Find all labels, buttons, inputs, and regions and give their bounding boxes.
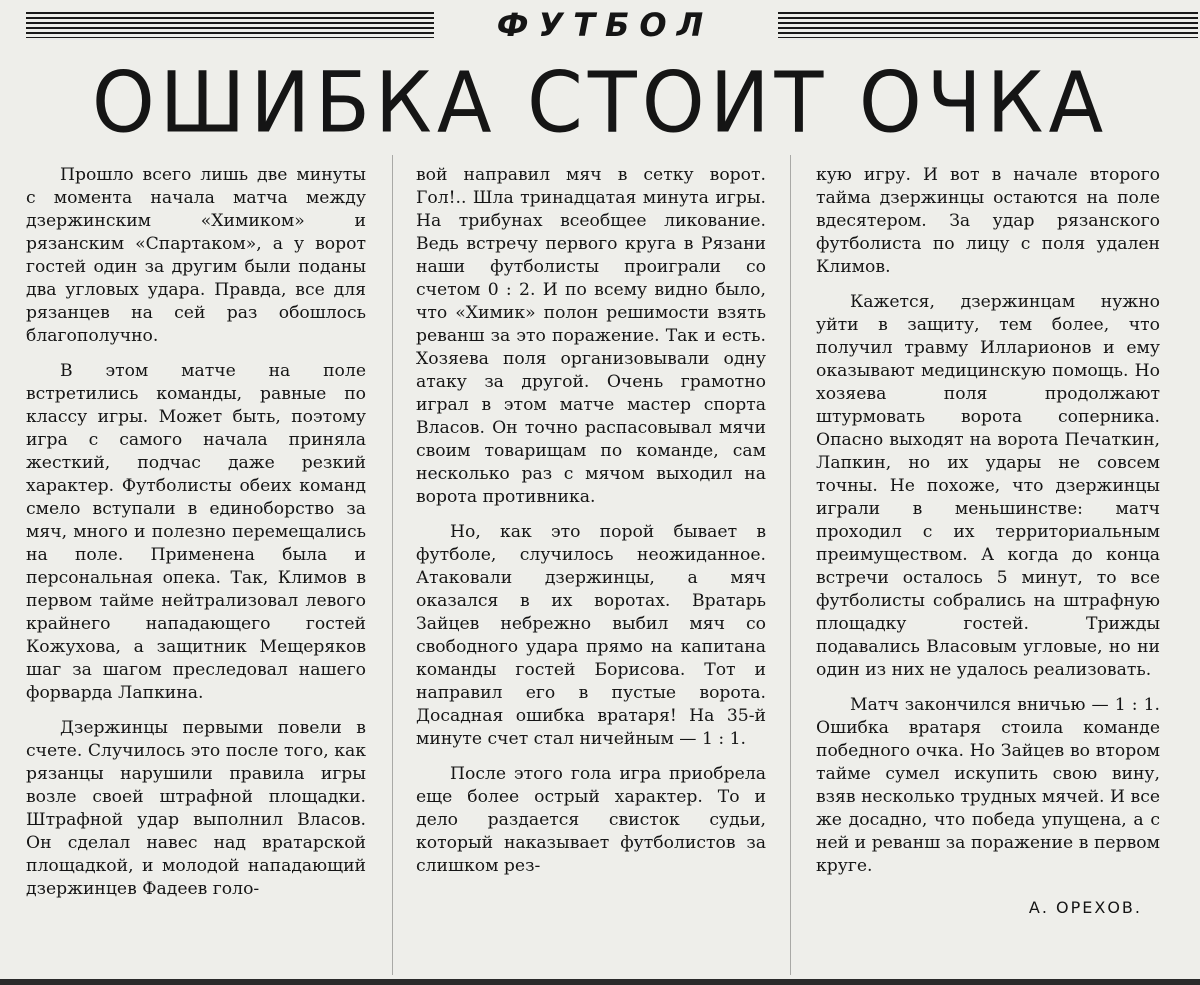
paragraph: кую игру. И вот в начале второго тайма дзержинцы остаются на поле вдесятером. За удар рязанского футболиста по лицу с поля удален Климов. [816, 165, 1160, 277]
paragraph: Но, как это порой бывает в футболе, случилось неожиданное. Атаковали дзержинцы, а мяч оказался в их воротах. Вратарь Зайцев небрежно выбил мяч со свободного удара прямо на капитана команды гостей Борисова. Тот и направил его в пустые ворота. Досадная ошибка вратаря! На 35-й минуте счет стал ничейным — 1 : 1. [416, 522, 766, 749]
paragraph: В этом матче на поле встретились команды, равные по классу игры. Может быть, поэтому игра с самого начала приняла жесткий, подчас даже резкий характер. Футболисты обеих команд смело вступали в единоборство за мяч, много и полезно перемещались на поле. Применена была и персональная опека. Так, Климов в первом тайме нейтрализовал левого крайнего нападающего гостей Кожухова, а защитник Мещеряков шаг за шагом преследовал нашего форварда Лапкина. [26, 361, 366, 703]
rubric-rule-right [778, 12, 1198, 38]
article-column-1 [26, 164, 366, 913]
paragraph: Матч закончился вничью — 1 : 1. Ошибка вратаря стоила команде победного очка. Но Зайцев во втором тайме сумел искупить свою вину, взяв несколько трудных мячей. И все же досадно, что победа упущена, а с ней и реванш за поражение в первом круге. [816, 695, 1160, 876]
column-divider [790, 155, 791, 975]
rubric-rule-left [26, 12, 434, 38]
article-column-2 [416, 164, 766, 890]
author-signature: А. ОРЕХОВ. [1028, 898, 1142, 917]
article-headline: ОШИБКА СТОИТ ОЧКА [91, 53, 1109, 152]
paragraph: После этого гола игра приобрела еще более острый характер. То и дело раздается свисток судьи, который наказывает футболистов за слишком рез- [416, 764, 766, 876]
rubric-header [0, 6, 1200, 44]
article-column-3 [816, 164, 1160, 919]
rubric-title: ФУТБОЛ [496, 6, 714, 44]
paragraph: Дзержинцы первыми повели в счете. Случилось это после того, как рязанцы нарушили правила игры возле своей штрафной площадки. Штрафной удар выполнил Власов. Он сделал навес над вратарской площадкой, и молодой нападающий дзержинцев Фадеев голо- [26, 718, 366, 899]
page-bottom-border [0, 979, 1200, 985]
column-divider [392, 155, 393, 975]
paragraph: вой направил мяч в сетку ворот. Гол!.. Шла тринадцатая минута игры. На трибунах всеобщее ликование. Ведь встречу первого круга в Рязани наши футболисты проиграли со счетом 0 : 2. И по всему видно было, что «Химик» полон решимости взять реванш за это поражение. Так и есть. Хозяева поля организовывали одну атаку за другой. Очень грамотно играл в этом матче мастер спорта Власов. Он точно распасовывал мячи своим товарищам по команде, сам несколько раз с мячом выходил на ворота противника. [416, 165, 766, 507]
paragraph: Прошло всего лишь две минуты с момента начала матча между дзержинским «Химиком» и рязанским «Спартаком», а у ворот гостей один за другим были поданы два угловых удара. Правда, все для рязанцев на сей раз обошлось благополучно. [26, 165, 366, 346]
paragraph: Кажется, дзержинцам нужно уйти в защиту, тем более, что получил травму Илларионов и ему оказывают медицинскую помощь. Но хозяева поля продолжают штурмовать ворота соперника. Опасно выходят на ворота Печаткин, Лапкин, но их удары не совсем точны. Не похоже, что дзержинцы играли в меньшинстве: матч проходил с их территориальным преимуществом. А когда до конца встречи осталось 5 минут, то все футболисты собрались на штрафную площадку гостей. Трижды подавались Власовым угловые, но ни один из них не удалось реализовать. [816, 292, 1160, 680]
